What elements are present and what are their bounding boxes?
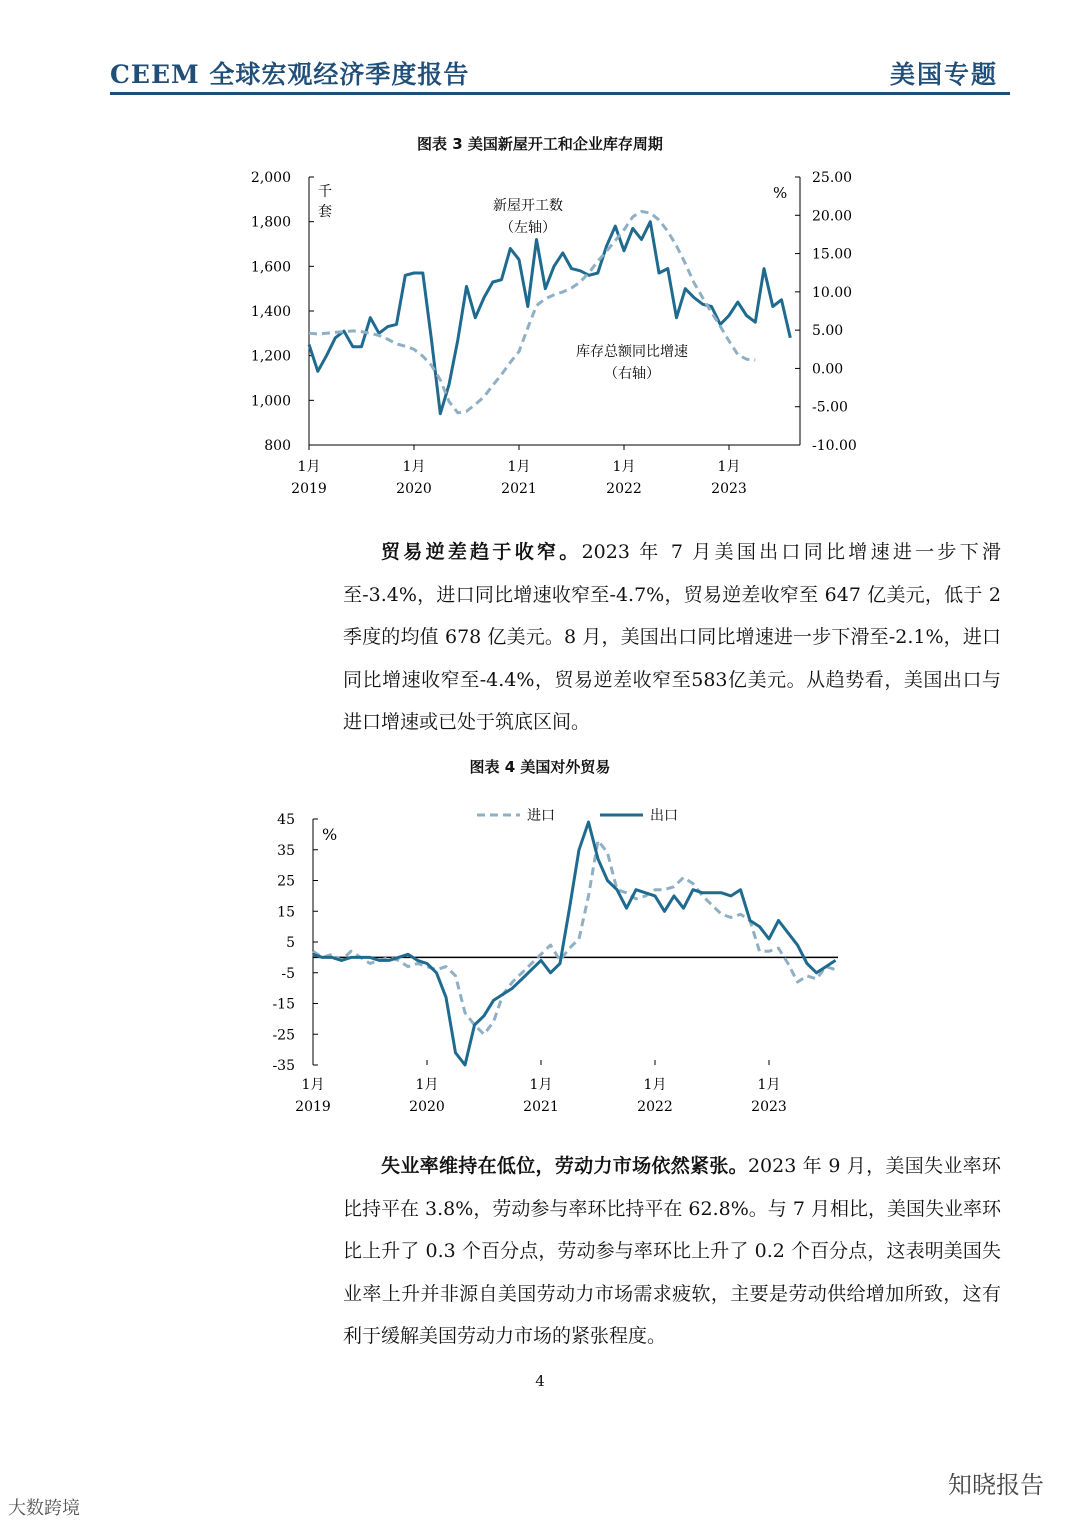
- y-tick-label: -25: [272, 1027, 295, 1044]
- left-tick-label: 2,000: [250, 170, 291, 186]
- x-tick-month: 1月: [643, 1077, 667, 1093]
- labor-lead: 失业率维持在低位，劳动力市场依然紧张。: [381, 1155, 748, 1177]
- left-unit: 套: [318, 204, 332, 220]
- x-tick-year: 2023: [711, 481, 747, 497]
- y-tick-label: -35: [272, 1058, 295, 1074]
- watermark-dashu: 大数跨境: [8, 1498, 80, 1519]
- x-tick-month: 1月: [301, 1077, 325, 1093]
- legend-import-label: 进口: [527, 808, 555, 824]
- trade-lead: 贸易逆差趋于收窄。: [381, 541, 582, 563]
- x-tick-month: 1月: [757, 1077, 781, 1093]
- left-tick-label: 1,200: [250, 348, 291, 365]
- x-tick-month: 1月: [402, 459, 426, 475]
- trade-body: 2023 年 7 月美国出口同比增速进一步下滑至-3.4%，进口同比增速收窄至-4.7%，贸易逆差收窄至 647 亿美元，低于 2 季度的均值 678 亿美元。8 月，美国出口同比增速进一步下滑至-2.1%，进口同比增速收窄至-4.4%，贸易逆差收窄至583亿美元。从趋势看，美国出口与进口增速或已处于筑底区间。: [343, 541, 1001, 733]
- x-tick-month: 1月: [529, 1077, 553, 1093]
- y-tick-label: 45: [277, 812, 295, 828]
- x-tick-month: 1月: [717, 459, 741, 475]
- x-tick-year: 2019: [291, 481, 327, 497]
- y-tick-label: -5: [281, 965, 295, 982]
- x-tick-year: 2019: [295, 1099, 331, 1115]
- right-unit: %: [773, 184, 788, 202]
- x-tick-month: 1月: [415, 1077, 439, 1093]
- labor-body: 2023 年 9 月，美国失业率环比持平在 3.8%，劳动参与率环比持平在 62.8%。与 7 月相比，美国失业率环比上升了 0.3 个百分点，劳动参与率环比上升了 0.2 个百分点，这表明美国失业率上升并非源自美国劳动力市场需求疲软，主要是劳动供给增加所致，这有利于缓解美国劳动力市场的紧张程度。: [343, 1155, 1001, 1347]
- figure4-chart: [0, 780, 1080, 1130]
- x-tick-year: 2022: [637, 1099, 673, 1115]
- section-title: 美国专题: [889, 60, 998, 89]
- y-tick-label: 5: [286, 935, 295, 951]
- x-tick-year: 2020: [409, 1099, 445, 1115]
- right-tick-label: 25.00: [812, 170, 853, 186]
- y-tick-label: 15: [277, 904, 295, 921]
- figure3-title: 图表 3 美国新屋开工和企业库存周期: [417, 135, 663, 153]
- inventory-growth-line: [309, 212, 755, 413]
- y-unit: %: [322, 825, 338, 844]
- right-tick-label: -5.00: [812, 399, 848, 416]
- y-tick-label: 35: [277, 842, 295, 859]
- x-tick-year: 2021: [501, 481, 537, 497]
- right-tick-label: 10.00: [812, 284, 853, 301]
- x-tick-month: 1月: [507, 459, 531, 475]
- watermark-zhixiao: 知晓报告: [948, 1471, 1044, 1499]
- housing-starts-line: [309, 222, 790, 414]
- left-tick-label: 1,400: [250, 304, 291, 320]
- right-tick-label: 5.00: [812, 323, 844, 340]
- left-tick-label: 800: [264, 438, 291, 454]
- figure3-chart: [0, 0, 1080, 520]
- annotation-housing-starts: （左轴）: [500, 220, 556, 236]
- import-line: [313, 841, 836, 1035]
- annotation-inventory: （右轴）: [604, 366, 660, 382]
- annotation-inventory: 库存总额同比增速: [576, 344, 688, 360]
- left-tick-label: 1,800: [250, 214, 291, 231]
- right-tick-label: -10.00: [812, 438, 857, 454]
- x-tick-year: 2020: [396, 481, 432, 497]
- annotation-housing-starts: 新屋开工数: [493, 198, 563, 214]
- report-title: CEEM 全球宏观经济季度报告: [110, 60, 470, 89]
- right-tick-label: 0.00: [812, 361, 844, 378]
- labor-paragraph: [343, 1145, 1001, 1358]
- right-tick-label: 20.00: [812, 208, 853, 225]
- y-tick-label: -15: [272, 996, 295, 1013]
- trade-paragraph: [343, 531, 1001, 744]
- legend-export-label: 出口: [650, 808, 678, 824]
- figure4-title: 图表 4 美国对外贸易: [469, 758, 611, 776]
- x-tick-month: 1月: [612, 459, 636, 475]
- y-tick-label: 25: [277, 873, 295, 890]
- left-tick-label: 1,600: [250, 259, 291, 276]
- x-tick-year: 2022: [606, 481, 642, 497]
- page-number: 4: [535, 1372, 545, 1390]
- x-tick-year: 2023: [751, 1099, 787, 1115]
- x-tick-year: 2021: [523, 1099, 559, 1115]
- right-tick-label: 15.00: [812, 246, 853, 263]
- left-tick-label: 1,000: [250, 393, 291, 410]
- left-unit: 千: [318, 184, 332, 200]
- x-tick-month: 1月: [297, 459, 321, 475]
